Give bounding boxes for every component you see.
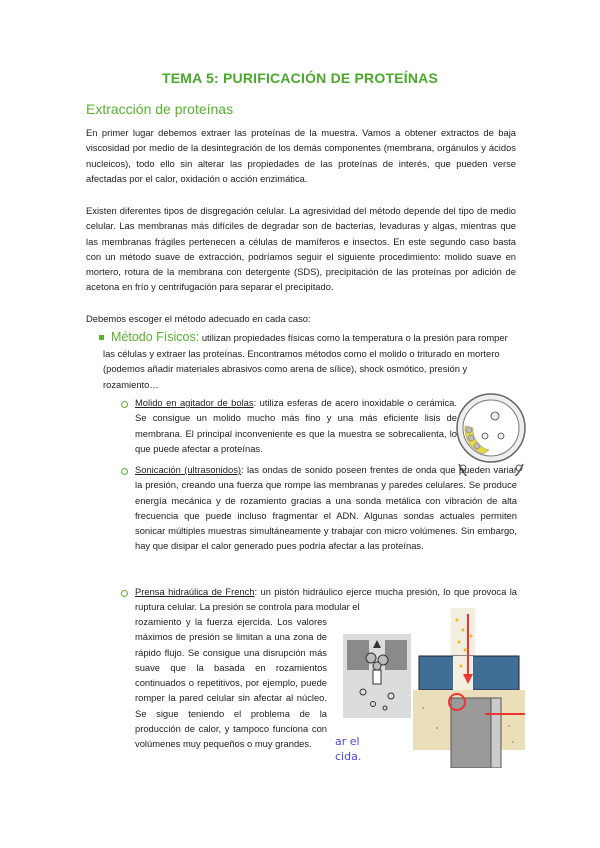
item-text-continuation: rozamiento y la fuerza ejercida. Los valores máximos de presión se limitan a una zona de rápido flujo. Se consigue una disrupción más suave que la basada en rozamientos continuados o repetitivos, por ejemplo, puede romper la pared celular sin afectar al núcleo. Se sigue teniendo el problema de la producción de calor, y tampoco funciona con volúmenes muy pequeños o muy grandes. [135, 616, 327, 750]
item-text: : las ondas de sonido poseen frentes de onda que pueden variar la presión, creando una fuerza que rompe las membranas y paredes celulares. Se produce energía mecánica y de rozamiento gracias a una sonda metálica con vibración de alta frecuencia que puede incluso fragmentar el ADN. Algunas sondas actuales permiten sonicar múltiples muestras simultáneamente y trabajar con micro volúmenes. Sin embargo, hay que disipar el calor generado pues podría afectar a las proteínas. [135, 464, 517, 552]
item-text: : un pistón hidráulico ejerce mucha presión, lo que provoca la ruptura celular. La presión se controla para modular el [135, 586, 517, 613]
paragraph-disgregacion: Existen diferentes tipos de disgregación celular. La agresividad del método depende del tipo de medio celular. Las membranas más difíciles de degradar son de bacterias, levaduras y algas, mientras que las membranas frágiles pertenecen a células de mamíferos e insectos. En este segundo caso basta con un método suave de extracción, podríamos seguir el siguiente procedimiento: molido suave en mortero, rotura de la membrana con detergente (SDS), precipitación de las proteínas por adición de acetona en frío y centrifugación para separar el precipitado. [86, 205, 516, 293]
bullet-heading: Método Físicos: [111, 330, 200, 344]
paragraph-escoger: Debemos escoger el método adecuado en cada caso: [86, 313, 311, 324]
bullet-text: utilizan propiedades físicas como la temperatura o la presión para romper las células y extraer las proteínas. Encontramos métodos como el molido o triturado en mortero (podemos añadir materiales abrasivos como arena de sílice), shock osmótico, presión y rozamiento… [103, 332, 508, 390]
item-molido [135, 395, 457, 456]
bullet-square-icon [99, 335, 104, 340]
circle-bullet-icon [121, 468, 128, 475]
item-term: Prensa hidraúlica de French [135, 586, 255, 597]
circle-bullet-icon [121, 401, 128, 408]
figure-caption-fragment: ar el cida. [335, 735, 362, 763]
bullet-metodo-fisicos [103, 330, 517, 392]
item-sonicacion [135, 462, 517, 554]
circle-bullet-icon [121, 590, 128, 597]
french-press-cross-section [413, 608, 525, 768]
item-term: Sonicación (ultrasonidos) [135, 464, 241, 475]
page-title: TEMA 5: PURIFICACIÓN DE PROTEÍNAS [162, 70, 438, 86]
item-text: : utiliza esferas de acero inoxidable o cerámica. Se consigue un molido mucho más fino y una más eficiente lisis de membrana. El principal inconveniente es que la muestra se sobrecalienta, lo que puede afectar a proteínas. [135, 397, 458, 454]
item-prensa-continuation [135, 614, 327, 752]
paragraph-intro: En primer lugar debemos extraer las proteínas de la muestra. Vamos a obtener extractos de baja viscosidad por medio de la desintegración de los demás componentes (membrana, orgánulos y ácidos nucleicos), todo ello sin alterar las propiedades de las proteínas de interés, que pueden verse afectadas por el calor, oxidación o acción enzimática. [86, 127, 516, 184]
section-heading: Extracción de proteínas [86, 101, 234, 117]
french-press-schematic [343, 634, 411, 718]
item-term: Molido en agitador de bolas [135, 397, 254, 408]
